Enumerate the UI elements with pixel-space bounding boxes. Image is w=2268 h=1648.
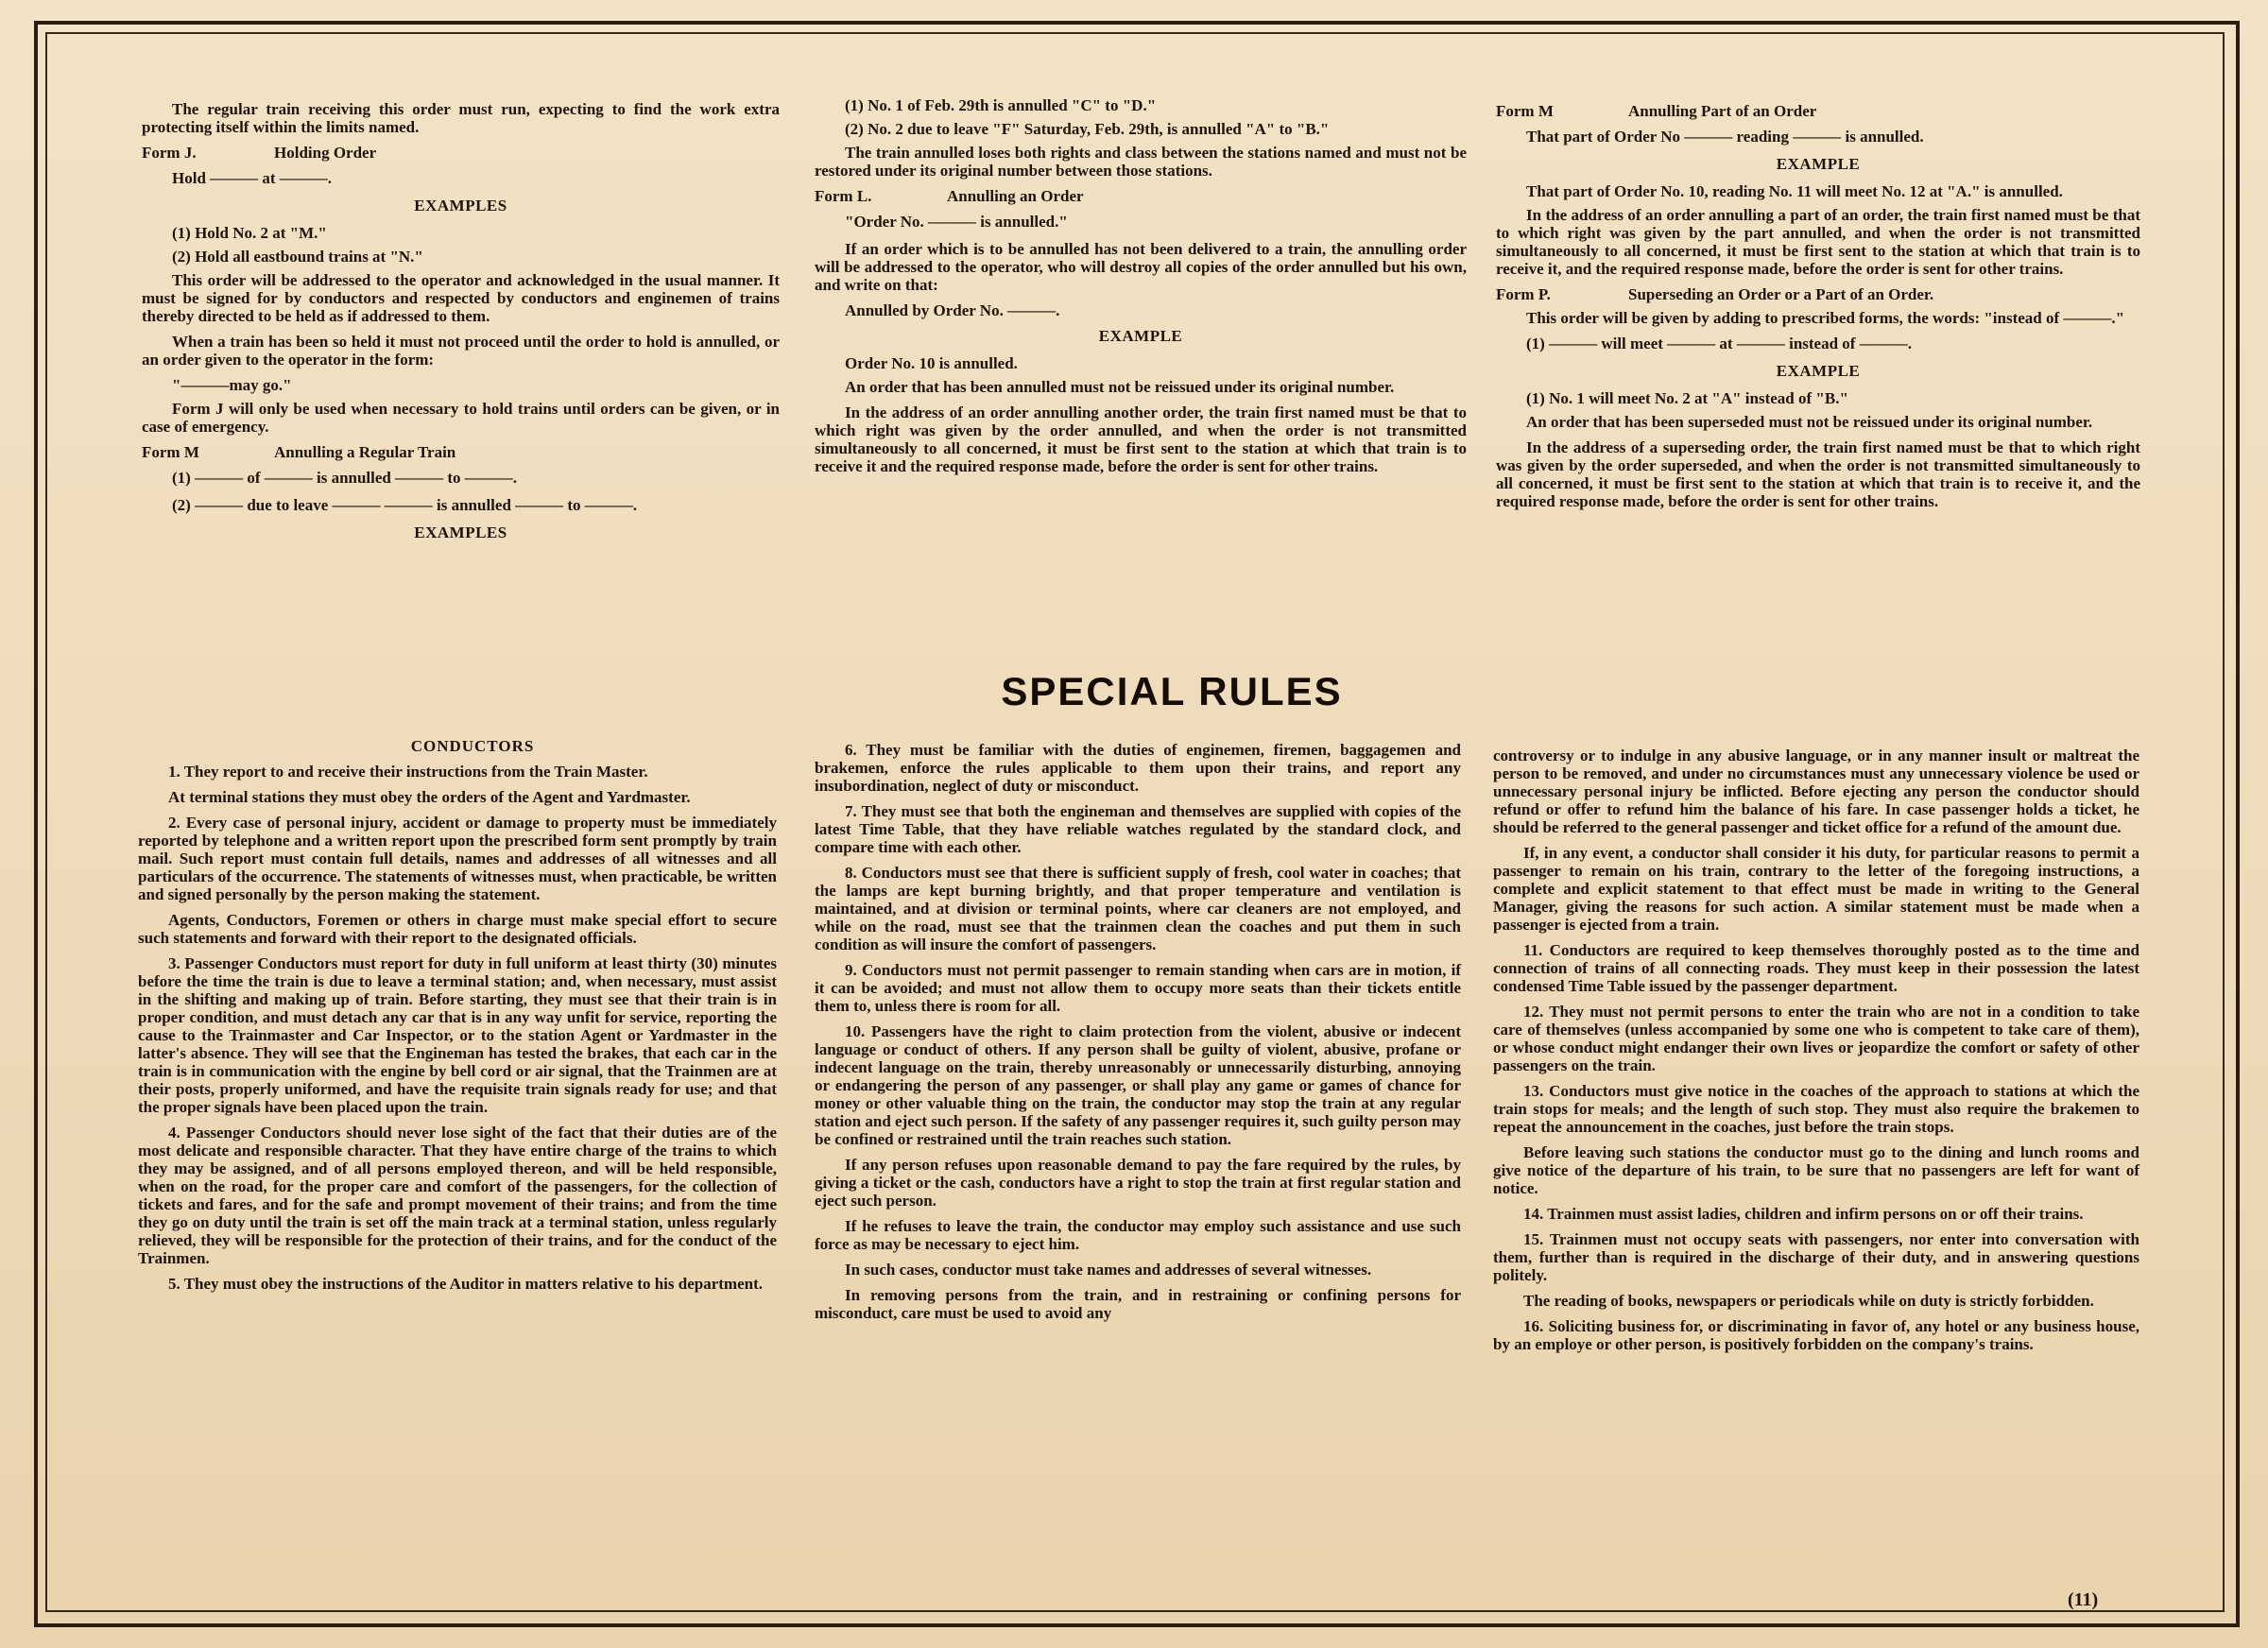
form-heading <box>142 144 780 162</box>
rule-paragraph: 6. They must be familiar with the duties of enginemen, firemen, baggagemen and brakemen, enforce the rules applicable to them upon their trains, and report any insubordination, neglect of duty or misconduct. <box>815 741 1461 795</box>
rule-paragraph: 13. Conductors must give notice in the coaches of the approach to stations at which the train stops for meals; and the length of such stop. They must also require the brakemen to repeat the announcement in the coaches, just before the train stops. <box>1493 1082 2139 1136</box>
form-heading <box>142 443 780 461</box>
form-line: (1) ——— will meet ——— at ——— instead of ———. <box>1526 335 1912 352</box>
section-heading: CONDUCTORS <box>410 737 535 755</box>
rule-paragraph: The reading of books, newspapers or periodicals while on duty is strictly forbidden. <box>1523 1292 2094 1310</box>
rule-paragraph: If, in any event, a conductor shall consider it his duty, for particular reasons to permit a passenger to remain on his train, contrary to the letter of the foregoing instructions, a complete and explicit statement to that effect must be made in writing to the General Manager, giving the reasons for such action. A similar statement must be made when a passenger is ejected from a train. <box>1493 844 2139 934</box>
section-heading: EXAMPLE <box>1776 362 1861 380</box>
example-line: (1) Hold No. 2 at "M." <box>172 224 327 242</box>
paragraph: The train annulled loses both rights and class between the stations named and must not be restored under its original number between those stations. <box>815 144 1467 180</box>
section-heading: EXAMPLE <box>1098 327 1183 345</box>
column-2-top <box>815 91 1467 483</box>
section-heading: EXAMPLE <box>1776 155 1861 173</box>
section-heading: EXAMPLES <box>414 524 507 541</box>
rule-paragraph: If he refuses to leave the train, the conductor may employ such assistance and use such force as may be necessary to eject him. <box>815 1217 1461 1253</box>
paragraph: In the address of a superseding order, the train first named must be that to which right was given by the order superseded, and when the order is not transmitted simultaneously to all concerned, it must be first sent to the station at which that train is to receive it, and the required response made, before the order is sent for other trains. <box>1496 438 2140 510</box>
example-line: (2) Hold all eastbound trains at "N." <box>172 248 423 266</box>
form-label: Form M <box>142 443 199 461</box>
form-label: Form P. <box>1496 285 1551 303</box>
rule-paragraph: 12. They must not permit persons to enter the train who are not in a condition to take care of themselves (unless accompanied by some one who is competent to take care of them), or whose conduct might endanger their own lives or jeopardize the comfort or safety of other passengers on the train. <box>1493 1003 2139 1074</box>
example-line: That part of Order No. 10, reading No. 11 will meet No. 12 at "A." is annulled. <box>1526 182 2063 200</box>
rule-paragraph: Before leaving such stations the conductor must go to the dining and lunch rooms and give notice of the departure of his train, to be sure that no passengers are left for want of notice. <box>1493 1143 2139 1197</box>
rule-paragraph: Agents, Conductors, Foremen or others in charge must make special effort to secure such statements and forward with their report to the designated officials. <box>138 911 777 947</box>
column-1-bottom <box>138 737 777 1300</box>
form-heading <box>815 187 1467 205</box>
form-title: Annulling a Regular Train <box>274 443 456 461</box>
rule-paragraph: 3. Passenger Conductors must report for duty in full uniform at least thirty (30) minutes before the time the train is due to leave a terminal station; and, when necessary, must assist in the shifting and making up of train. Before starting, they must see that their train is in proper condition, and must detach any car that is in any way unfit for service, reporting the cause to the Trainmaster and Car Inspector, or to the station Agent or Yardmaster in the latter's absence. They will see that the Engineman has tested the brakes, that each car in the train is in communication with the engine by bell cord or air signal, that the Trainmen are at their posts, properly uniformed, and have the requisite train signals ready for use; and that the proper signals have been placed upon the train. <box>138 954 777 1116</box>
example-line: (2) No. 2 due to leave "F" Saturday, Feb. 29th, is annulled "A" to "B." <box>845 120 1330 138</box>
example-line: Order No. 10 is annulled. <box>845 354 1018 372</box>
form-heading <box>1496 285 2140 303</box>
form-line: (2) ——— due to leave ——— ——— is annulled ——— to ———. <box>172 496 638 514</box>
rule-paragraph: In removing persons from the train, and in restraining or confining persons for misconduct, care must be used to avoid any <box>815 1286 1461 1322</box>
form-title: Annulling Part of an Order <box>1628 102 1817 120</box>
paragraph: The regular train receiving this order must run, expecting to find the work extra protecting itself within the limits named. <box>142 100 780 136</box>
paragraph: Form J will only be used when necessary to hold trains until orders can be given, or in case of emergency. <box>142 400 780 436</box>
paragraph: "———may go." <box>172 376 292 394</box>
rule-paragraph: controversy or to indulge in any abusive language, or in any manner insult or maltreat the person to be removed, and under no circumstances must any unnecessary violence be used or unnecessary personal injury be inflicted. Before ejecting any person the conductor should refund or offer to refund him the balance of his fare. In case passenger holds a ticket, he should be referred to the general passenger and ticket office for a refund of the amount due. <box>1493 747 2139 836</box>
form-line: That part of Order No ——— reading ——— is annulled. <box>1526 128 1924 146</box>
rule-paragraph: In such cases, conductor must take names and addresses of several witnesses. <box>845 1261 1372 1279</box>
form-label: Form J. <box>142 144 197 162</box>
form-label: Form M <box>1496 102 1554 120</box>
form-line: (1) ——— of ——— is annulled ——— to ———. <box>172 469 518 487</box>
rule-paragraph: 14. Trainmen must assist ladies, children and infirm persons on or off their trains. <box>1523 1205 2084 1223</box>
column-3-top <box>1496 98 2140 518</box>
rule-paragraph: If any person refuses upon reasonable demand to pay the fare required by the rules, by giving a ticket or the cash, conductors have a right to stop the train at first regular station and eject such person. <box>815 1156 1461 1210</box>
column-1-top <box>142 100 780 551</box>
rule-paragraph: 5. They must obey the instructions of the Auditor in matters relative to his department. <box>168 1275 763 1293</box>
paragraph: If an order which is to be annulled has not been delivered to a train, the annulling order will be addressed to the operator, who will destroy all copies of the order annulled but his own, and write on that: <box>815 240 1467 294</box>
paragraph: An order that has been annulled must not be reissued under its original number. <box>845 378 1395 396</box>
form-title: Holding Order <box>274 144 377 162</box>
rule-paragraph: 4. Passenger Conductors should never lose sight of the fact that their duties are of the most delicate and responsible character. That they have entire charge of the trains to which they may be assigned, and of all persons employed thereon, and will be held responsible, when on the road, for the proper care and comfort of the passengers, for the collection of tickets and fares, and for the safe and prompt movement of their trains; and from the time they go on duty until the train is set off the main track at a terminal station, unless regularly relieved, they will be responsible for the protection of their trains, and for the conduct of the Trainmen. <box>138 1124 777 1267</box>
paragraph: When a train has been so held it must not proceed until the order to hold is annulled, or an order given to the operator in the form: <box>142 333 780 369</box>
rule-paragraph: 11. Conductors are required to keep themselves thoroughly posted as to the time and connection of trains of all connecting roads. They must keep in their possession the latest condensed Time Table issued by the passenger department. <box>1493 941 2139 995</box>
example-line: (1) No. 1 will meet No. 2 at "A" instead of "B." <box>1526 389 1848 407</box>
rule-paragraph: 2. Every case of personal injury, accident or damage to property must be immediately reported by telephone and a written report upon the prescribed form sent promptly by train mail. Such report must contain full details, names and addresses of all witnesses and all particulars of the occurrence. The statements of witnesses must, when practicable, be written and signed personally by the person making the statement. <box>138 814 777 903</box>
column-2-bottom <box>815 741 1461 1330</box>
rule-paragraph: 10. Passengers have the right to claim protection from the violent, abusive or indecent language or conduct of others. If any person shall be guilty of violent, abusive, profane or indecent language on the train, thereby unreasonably or unnecessarily disturbing, annoying or endangering the person of any passenger, or shall play any game or games of chance for money or other valuable thing on the train, the conductor may stop the train at any regular station and eject such person. If the safety of any passenger requires it, such guilty person may be confined or restrained until the train reaches such station. <box>815 1022 1461 1148</box>
paragraph: An order that has been superseded must not be reissued under its original number. <box>1526 413 2093 431</box>
paragraph: In the address of an order annulling another order, the train first named must be that to which right was given by the order annulled, and when the order is not transmitted simultaneously to all concerned, it must be first sent to the station at which that train is to receive it and the required response made, before the order is sent for other trains. <box>815 403 1467 475</box>
column-3-bottom <box>1493 747 2139 1361</box>
paragraph: This order will be given by adding to prescribed forms, the words: "instead of ———." <box>1526 309 2125 327</box>
rule-paragraph: 8. Conductors must see that there is sufficient supply of fresh, cool water in coaches; that the lamps are kept burning brightly, and that proper temperature and ventilation is maintained, and at division or terminal points, where car cleaners are not employed, and while on the road, must see that the trainmen clean the coaches and put them in such condition as will insure the comfort of passengers. <box>815 864 1461 953</box>
example-line: (1) No. 1 of Feb. 29th is annulled "C" to "D." <box>845 96 1157 114</box>
page-number: (11) <box>2068 1589 2099 1610</box>
form-heading <box>1496 102 2140 120</box>
rule-paragraph: 15. Trainmen must not occupy seats with passengers, nor enter into conversation with them, further than is required in the discharge of their duty, and in answering questions politely. <box>1493 1230 2139 1284</box>
paragraph: This order will be addressed to the operator and acknowledged in the usual manner. It must be signed for by conductors and respected by conductors and enginemen of trains thereby directed to be held as if addressed to them. <box>142 271 780 325</box>
rule-paragraph: 7. They must see that both the engineman and themselves are supplied with copies of the latest Time Table, that they have reliable watches regulated by the standard clock, and compare time with each other. <box>815 802 1461 856</box>
rule-paragraph: 9. Conductors must not permit passenger to remain standing when cars are in motion, if it can be avoided; and must not allow them to occupy more seats than their tickets entitle them to, unless there is room for all. <box>815 961 1461 1015</box>
paragraph: In the address of an order annulling a part of an order, the train first named must be that to which right was given by the part annulled, and when the order is not transmitted simultaneously to all concerned, it must be first sent to the station at which that train is to receive it, and the required response made, before the order is sent for other trains. <box>1496 206 2140 278</box>
rule-paragraph: 16. Soliciting business for, or discriminating in favor of, any hotel or any business house, by an employe or other person, is positively forbidden on the company's trains. <box>1493 1317 2139 1353</box>
rule-paragraph: At terminal stations they must obey the orders of the Agent and Yardmaster. <box>168 788 691 806</box>
special-rules-title: SPECIAL RULES <box>1001 669 1343 713</box>
section-heading: EXAMPLES <box>414 197 507 215</box>
form-label: Form L. <box>815 187 872 205</box>
form-title: Superseding an Order or a Part of an Order. <box>1628 285 1934 303</box>
rule-paragraph: 1. They report to and receive their instructions from the Train Master. <box>168 763 648 781</box>
form-title: Annulling an Order <box>947 187 1084 205</box>
form-line: Hold ——— at ———. <box>172 169 333 187</box>
form-line: "Order No. ——— is annulled." <box>845 213 1068 231</box>
paragraph: Annulled by Order No. ———. <box>845 301 1060 319</box>
